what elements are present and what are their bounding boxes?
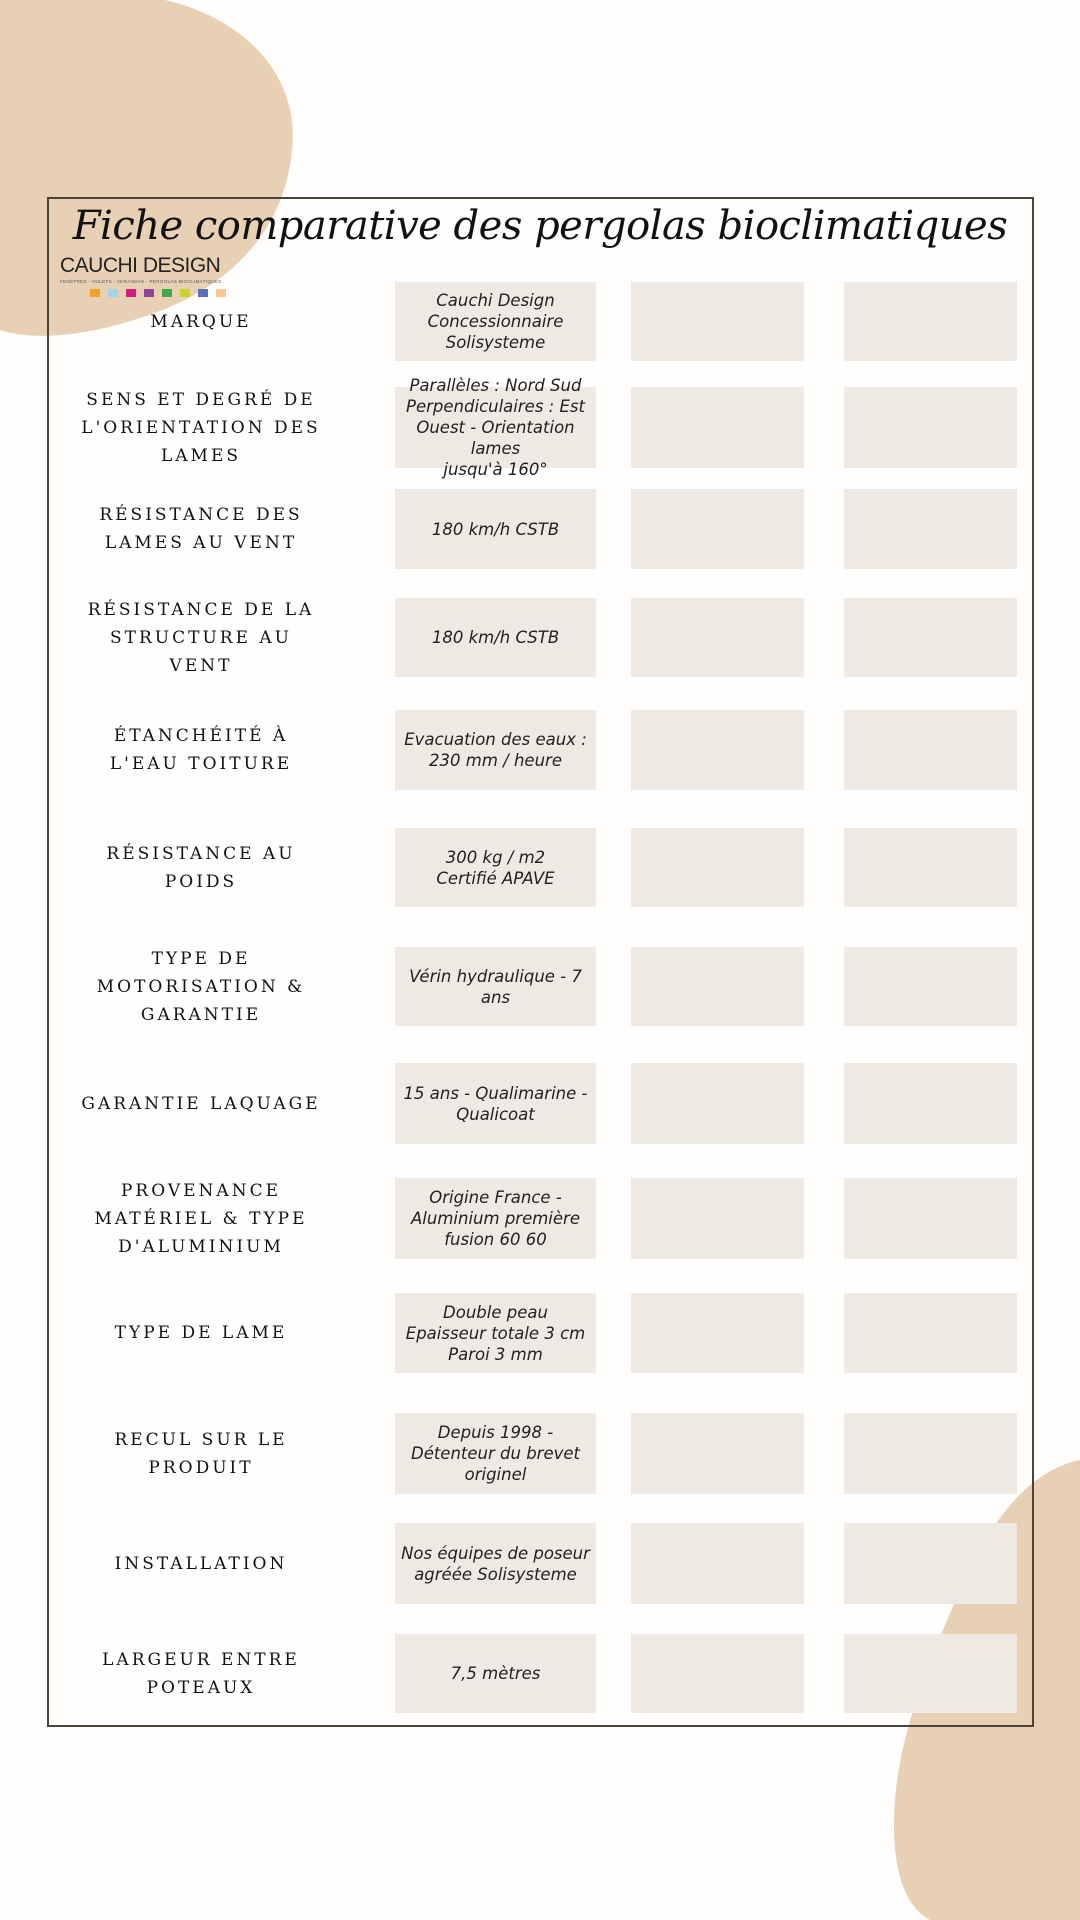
value-cell-col1 <box>395 376 596 479</box>
logo-tagline: FENÊTRES - VOLETS - VERANDAS - PERGOLAS BIOCLIMATIQUES <box>60 279 222 284</box>
logo-swatch <box>162 289 172 297</box>
value-cell-col3 <box>844 387 1017 468</box>
cell-text: Nos équipes de poseur agréée Solisysteme <box>401 1543 590 1584</box>
cell-text: Origine France - Aluminium première fusion 60 60 <box>411 1188 580 1249</box>
value-cell-col1 <box>395 947 596 1026</box>
row-label: RÉSISTANCE AU POIDS <box>106 843 296 892</box>
value-cell-col1 <box>395 1413 596 1494</box>
cell-text: 7,5 mètres <box>450 1664 541 1683</box>
value-cell-col2 <box>631 710 804 790</box>
value-cell-col2 <box>631 947 804 1026</box>
row-label: TYPE DE LAME <box>114 1323 288 1343</box>
row-label: SENS ET DEGRÉ DE L'ORIENTATION DES LAMES <box>81 389 321 466</box>
row-label: RECUL SUR LE PRODUIT <box>114 1429 288 1478</box>
value-cell-col3 <box>844 1523 1017 1604</box>
logo-swatch <box>126 289 136 297</box>
value-cell-col3 <box>844 1063 1017 1144</box>
value-cell-col2 <box>631 489 804 569</box>
cell-text: Depuis 1998 - Détenteur du brevet originel <box>410 1423 580 1484</box>
cell-text: 300 kg / m2 Certifié APAVE <box>436 847 555 888</box>
logo-swatch <box>216 289 226 297</box>
cell-text: Parallèles : Nord Sud Perpendiculaires : Est Ouest - Orientation lames jusqu'à 160° <box>406 376 585 479</box>
value-cell-col1 <box>395 828 596 907</box>
value-cell-col1 <box>395 1178 596 1259</box>
page-title: Fiche comparative des pergolas bioclimatiques <box>72 203 1008 249</box>
value-cell-col2 <box>631 598 804 677</box>
value-cell-col1 <box>395 489 596 569</box>
logo-color-swatches <box>90 289 252 297</box>
cell-text: Cauchi Design Concessionnaire Solisysteme <box>427 291 564 352</box>
row-label: RÉSISTANCE DES LAMES AU VENT <box>99 505 303 553</box>
value-cell-col3 <box>844 282 1017 361</box>
value-cell-col1 <box>395 1063 596 1144</box>
logo-swatch <box>108 289 118 297</box>
value-cell-col2 <box>631 1178 804 1259</box>
value-cell-col3 <box>844 1413 1017 1494</box>
value-cell-col1 <box>395 1523 596 1604</box>
value-cell-col2 <box>631 282 804 361</box>
value-cell-col3 <box>844 598 1017 677</box>
row-label: PROVENANCE MATÉRIEL & TYPE D'ALUMINIUM <box>94 1180 308 1257</box>
value-cell-col2 <box>631 1523 804 1604</box>
value-cell-col2 <box>631 1293 804 1373</box>
value-cell-col1 <box>395 598 596 677</box>
value-cell-col1 <box>395 1293 596 1373</box>
value-cell-col3 <box>844 1293 1017 1373</box>
logo-swatch <box>144 289 154 297</box>
logo-swatch <box>90 289 100 297</box>
row-label: TYPE DE MOTORISATION & GARANTIE <box>96 948 306 1025</box>
row-label: RÉSISTANCE DE LA STRUCTURE AU VENT <box>87 599 315 676</box>
value-cell-col2 <box>631 1634 804 1713</box>
value-cell-col1 <box>395 710 596 790</box>
value-cell-col3 <box>844 489 1017 569</box>
row-label: LARGEUR ENTRE POTEAUX <box>102 1649 300 1698</box>
cell-text: Double peau Epaisseur totale 3 cm Paroi 3 mm <box>405 1302 586 1364</box>
brand-logo <box>60 255 252 297</box>
value-cell-col3 <box>844 1178 1017 1259</box>
value-cell-col3 <box>844 947 1017 1026</box>
logo-name: CAUCHI DESIGN <box>60 254 221 277</box>
row-label: GARANTIE LAQUAGE <box>81 1093 321 1114</box>
row-label: MARQUE <box>150 312 252 332</box>
logo-swatch <box>198 289 208 297</box>
cell-text: 180 km/h CSTB <box>431 519 560 539</box>
row-label: ÉTANCHÉITÉ À L'EAU TOITURE <box>109 726 293 774</box>
cell-text: 180 km/h CSTB <box>431 628 560 647</box>
value-cell-col3 <box>844 1634 1017 1713</box>
logo-swatch <box>180 289 190 297</box>
value-cell-col2 <box>631 1413 804 1494</box>
cell-text: Vérin hydraulique - 7 ans <box>409 966 582 1007</box>
row-label: INSTALLATION <box>114 1553 288 1574</box>
cell-text: Evacuation des eaux : 230 mm / heure <box>404 730 587 770</box>
value-cell-col2 <box>631 387 804 468</box>
value-cell-col3 <box>844 828 1017 907</box>
value-cell-col2 <box>631 828 804 907</box>
value-cell-col3 <box>844 710 1017 790</box>
value-cell-col1 <box>395 282 596 361</box>
value-cell-col1 <box>395 1634 596 1713</box>
value-cell-col2 <box>631 1063 804 1144</box>
cell-text: 15 ans - Qualimarine - Qualicoat <box>403 1083 588 1124</box>
